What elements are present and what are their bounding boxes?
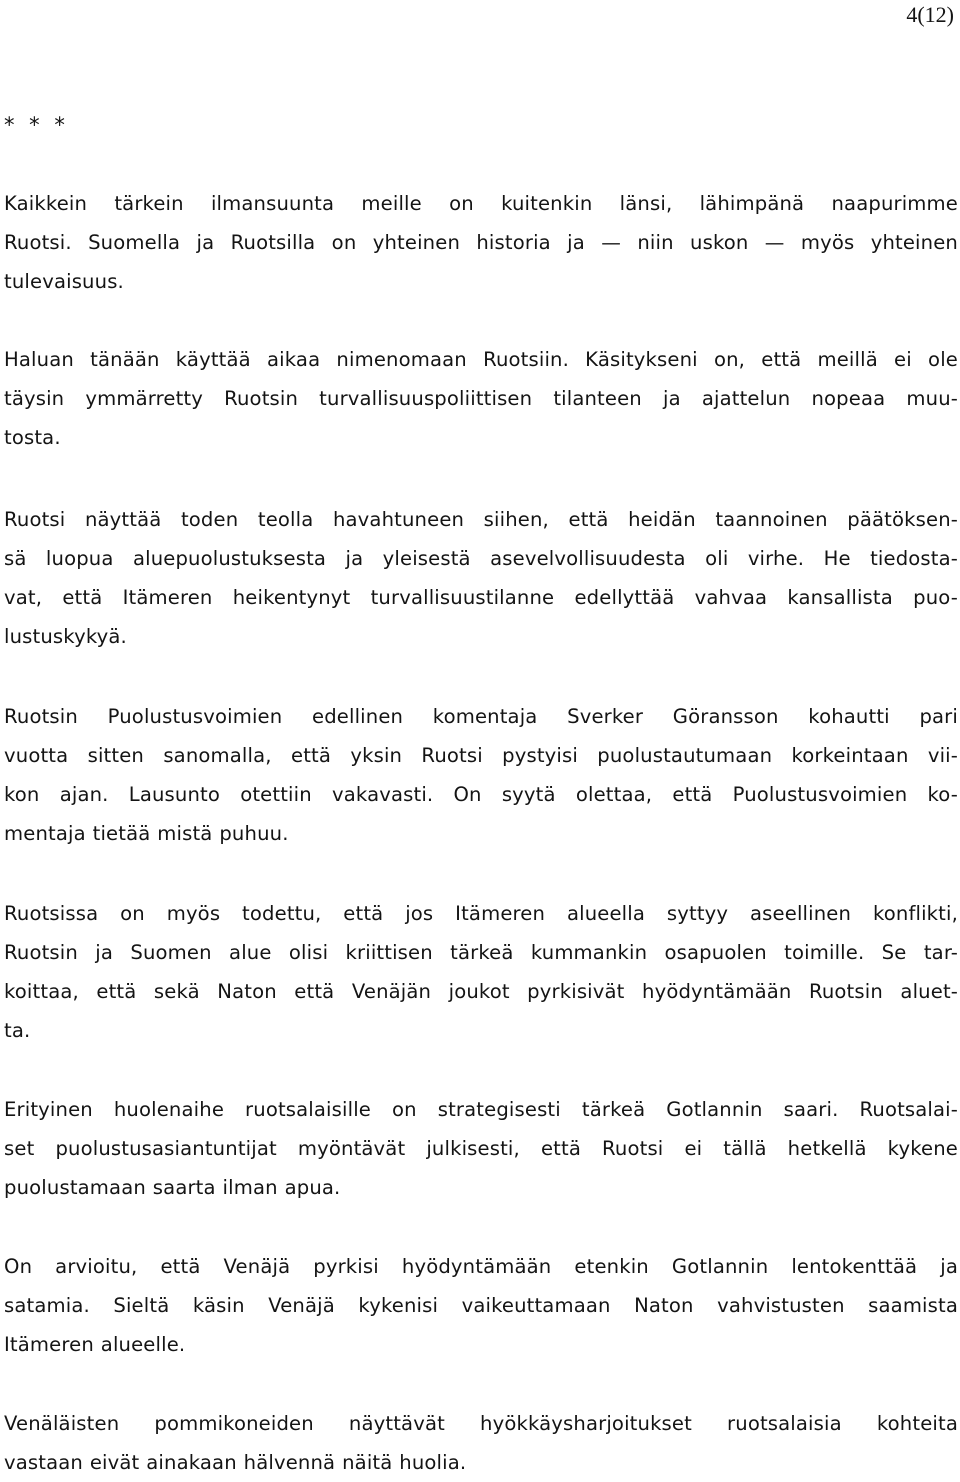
paragraph-line: Ruotsi näyttää toden teolla havahtuneen siihen, että heidän taannoinen päätöksen- <box>4 508 958 531</box>
paragraph-gotland <box>4 1090 958 1207</box>
page-number: 4(12) <box>906 2 954 27</box>
paragraph-line: kon ajan. Lausunto otettiin vakavasti. On syytä olettaa, että Puolustusvoimien ko- <box>4 783 958 806</box>
paragraph-russia-gotland <box>4 1247 958 1364</box>
paragraph-line: Kaikkein tärkein ilmansuunta meille on kuitenkin länsi, lähimpänä naapurimme <box>4 192 958 215</box>
paragraph-line: vuotta sitten sanomalla, että yksin Ruotsi pystyisi puolustautumaan korkeintaan vii- <box>4 744 958 767</box>
paragraph-line: täysin ymmärretty Ruotsin turvallisuuspoliittisen tilanteen ja ajattelun nopeaa muu- <box>4 387 958 410</box>
paragraph-line: vat, että Itämeren heikentynyt turvallisuustilanne edellyttää vahvaa kansallista puo- <box>4 586 958 609</box>
paragraph-line: On arvioitu, että Venäjä pyrkisi hyödyntämään etenkin Gotlannin lentokenttää ja <box>4 1255 958 1278</box>
paragraph-baltic-conflict <box>4 894 958 1050</box>
paragraph-bomber-exercises <box>4 1404 958 1482</box>
paragraph-line: lustuskykyä. <box>4 625 127 648</box>
paragraph-line: Ruotsin Puolustusvoimien edellinen komentaja Sverker Göransson kohautti pari <box>4 705 958 728</box>
paragraph-line: set puolustusasiantuntijat myöntävät julkisesti, että Ruotsi ei tällä hetkellä kykene <box>4 1137 958 1160</box>
paragraph-line: puolustamaan saarta ilman apua. <box>4 1176 341 1199</box>
paragraph-line: mentaja tietää mistä puhuu. <box>4 822 289 845</box>
paragraph-line: Itämeren alueelle. <box>4 1333 186 1356</box>
paragraph-line: Ruotsissa on myös todettu, että jos Itämeren alueella syttyy aseellinen konflikti, <box>4 902 958 925</box>
paragraph-line: tosta. <box>4 426 61 449</box>
paragraph-line: satamia. Sieltä käsin Venäjä kykenisi vaikeuttamaan Naton vahvistusten saamista <box>4 1294 958 1317</box>
paragraph-western-direction <box>4 184 958 301</box>
paragraph-line: sä luopua aluepuolustuksesta ja yleisestä asevelvollisuudesta oli virhe. He tiedosta- <box>4 547 958 570</box>
section-break: * * * <box>4 113 69 137</box>
paragraph-goransson <box>4 697 958 853</box>
paragraph-line: Venäläisten pommikoneiden näyttävät hyökkäysharjoitukset ruotsalaisia kohteita <box>4 1412 958 1435</box>
paragraph-line: vastaan eivät ainakaan hälvennä näitä huolia. <box>4 1451 467 1474</box>
paragraph-line: Ruotsi. Suomella ja Ruotsilla on yhteinen historia ja — niin uskon — myös yhteinen <box>4 231 958 254</box>
paragraph-line: Ruotsin ja Suomen alue olisi kriittisen tärkeä kummankin osapuolen toimille. Se tar- <box>4 941 958 964</box>
paragraph-line: tulevaisuus. <box>4 270 124 293</box>
paragraph-sweden-awakened <box>4 500 958 656</box>
paragraph-line: ta. <box>4 1019 31 1042</box>
paragraph-line: Haluan tänään käyttää aikaa nimenomaan Ruotsiin. Käsitykseni on, että meillä ei ole <box>4 348 958 371</box>
paragraph-line: koittaa, että sekä Naton että Venäjän joukot pyrkisivät hyödyntämään Ruotsin aluet- <box>4 980 958 1003</box>
paragraph-focus-sweden <box>4 340 958 457</box>
paragraph-line: Erityinen huolenaihe ruotsalaisille on strategisesti tärkeä Gotlannin saari. Ruotsalai- <box>4 1098 958 1121</box>
